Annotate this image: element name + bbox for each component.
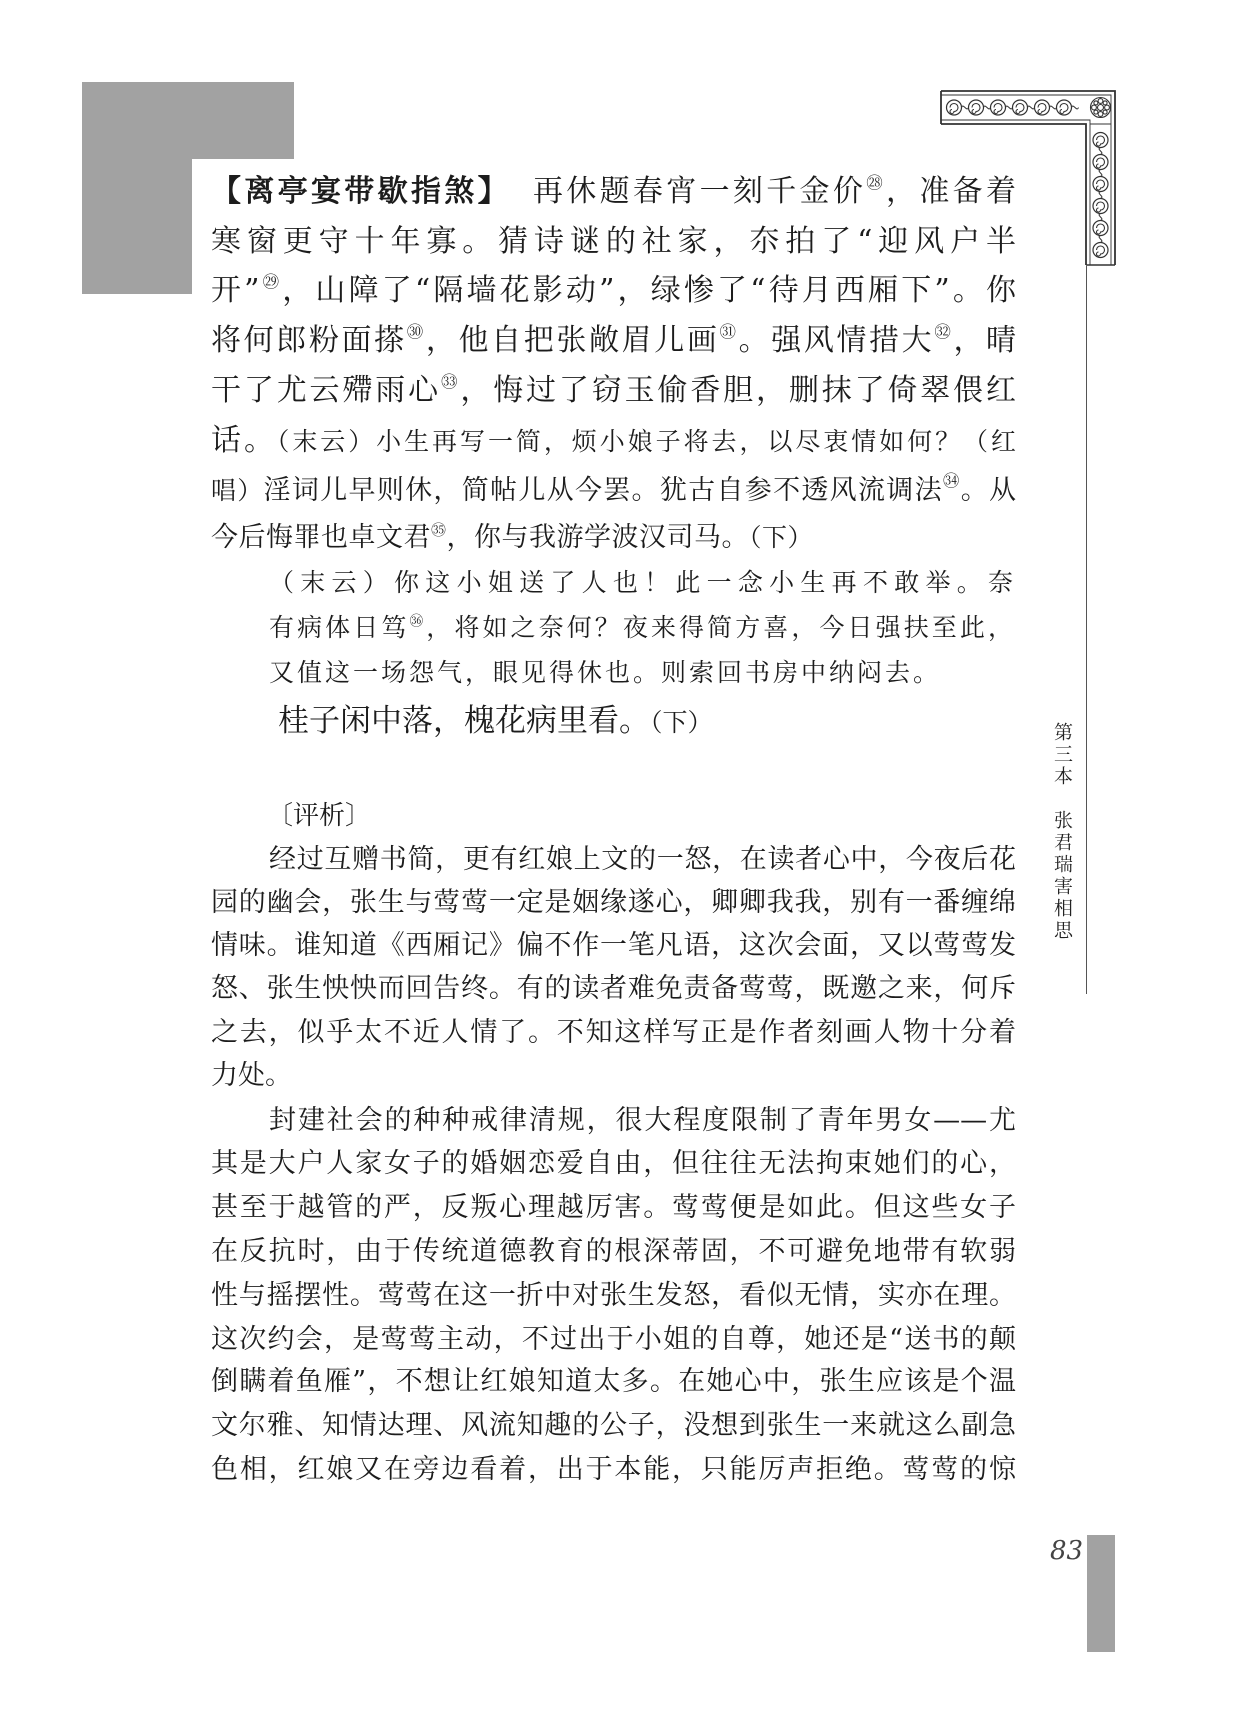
page-number: 83 <box>1050 1536 1084 1566</box>
lyric-text: 。从 <box>960 475 1016 506</box>
role-direction: 唱） <box>211 476 264 505</box>
exit-direction: （下） <box>749 523 814 552</box>
running-head-title: 张君瑞害相思 <box>1051 810 1073 942</box>
page-thumb-tab <box>1087 1535 1115 1652</box>
commentary-line: 情味。谁知道《西厢记》偏不作一笔凡语，这次会面，又以莺莺发 <box>211 930 1016 961</box>
lyric-text: 话。 <box>211 423 277 458</box>
closing-verse <box>278 699 1038 743</box>
tune-title: 【离亭宴带歇指煞】 <box>211 174 511 209</box>
margin-rule <box>1086 266 1087 994</box>
lyric-line <box>211 369 1016 413</box>
lyric-text: 开” <box>211 273 260 308</box>
lyric-text: 。强风情措大 <box>738 323 935 358</box>
lyric-line <box>211 515 1016 559</box>
note-marker: ㉚ <box>406 322 426 342</box>
note-marker: ㉟ <box>431 520 447 539</box>
stage-direction-text: ，将如之奈何？夜来得简方喜，今日强扶至此， <box>426 613 1016 642</box>
commentary-heading: 〔评析〕 <box>267 801 372 831</box>
stage-direction-text: 又值这一场怨气，眼见得休也。则索回书房中纳闷去。 <box>269 658 942 687</box>
stage-direction-text: 你这小姐送了人也！此一念小生再不敢举。奈 <box>394 568 1016 597</box>
lyric-line <box>211 419 1016 463</box>
commentary-line: 倒瞒着鱼雁”，不想让红娘知道太多。在她心中，张生应该是个温 <box>211 1366 1016 1397</box>
lyric-text: 干了尤云殢雨心 <box>211 373 441 408</box>
commentary-line: 甚至于越管的严，反叛心理越厉害。莺莺便是如此。但这些女子 <box>211 1192 1016 1223</box>
commentary-line: 经过互赠书简，更有红娘上文的一怒，在读者心中，今夜后花 <box>269 844 1016 875</box>
closing-verse-text: 桂子闲中落，槐花病里看。 <box>278 703 650 739</box>
stage-direction-line <box>269 651 1016 695</box>
note-marker: ㉘ <box>866 173 887 193</box>
lyric-line <box>211 269 1016 313</box>
lyric-text: 淫词儿早则休，简帖儿从今罢。犹古自参不透风流调法 <box>263 475 943 506</box>
note-marker: ㉜ <box>934 322 954 342</box>
lyric-text: ，晴 <box>953 323 1016 358</box>
lyric-line <box>211 170 1016 214</box>
lyric-text: ，悔过了窃玉偷香胆，删抹了倚翠偎红 <box>460 373 1016 408</box>
commentary-line: 性与摇摆性。莺莺在这一折中对张生发怒，看似无情，实亦在理。 <box>211 1280 1016 1311</box>
running-head-part: 第三本 <box>1051 722 1073 788</box>
commentary-line: 在反抗时，由于传统道德教育的根深蒂固，不可避免地带有软弱 <box>211 1236 1016 1267</box>
stage-direction-line <box>269 606 1016 650</box>
commentary-line: 怒、张生怏怏而回告终。有的读者难免责备莺莺，既邀之来，何斥 <box>211 973 1016 1004</box>
commentary-line: 这次约会，是莺莺主动，不过出于小姐的自尊，她还是“送书的颠 <box>211 1324 1016 1355</box>
running-head <box>1052 722 1071 942</box>
commentary-line: 封建社会的种种戒律清规，很大程度限制了青年男女——尤 <box>269 1105 1016 1136</box>
lyric-text: ，准备着 <box>886 174 1016 209</box>
lyric-text: 今后悔罪也卓文君 <box>211 522 431 553</box>
exit-direction: （下） <box>650 708 713 737</box>
lyric-line <box>211 220 1016 264</box>
note-marker: ㉝ <box>440 372 461 392</box>
corner-gray-block <box>82 159 192 294</box>
lyric-line <box>211 319 1016 363</box>
lyric-line <box>211 468 1016 512</box>
role-direction: （红 <box>963 427 1016 456</box>
dialogue-text: 小生再写一简，烦小娘子将去，以尽衷情如何？ <box>376 427 964 456</box>
lyric-text: 再休题春宵一刻千金价 <box>532 174 867 209</box>
commentary-line: 园的幽会，张生与莺莺一定是姻缘遂心，卿卿我我，别有一番缠绵 <box>211 887 1016 918</box>
note-marker: ㉞ <box>942 471 961 491</box>
note-marker: ㊱ <box>409 613 427 630</box>
lyric-text: 寒窗更守十年寡。猜诗谜的社家，夵拍了“迎风户半 <box>211 224 1016 259</box>
note-marker: ㉙ <box>259 272 283 292</box>
ornament-rosette <box>1091 98 1111 118</box>
lyric-text: ，你与我游学波汉司马。 <box>446 522 750 553</box>
commentary-line: 力处。 <box>211 1060 292 1091</box>
stage-direction-text: 有病体日笃 <box>269 613 410 642</box>
commentary-line: 之去，似乎太不近人情了。不知这样写正是作者刻画人物十分着 <box>211 1017 1016 1048</box>
commentary-line: 文尔雅、知情达理、风流知趣的公子，没想到张生一来就这么副急 <box>211 1410 1016 1441</box>
lyric-text: 将何郎粉面搽 <box>211 323 407 358</box>
lyric-text: ，他自把张敞眉儿画 <box>425 323 720 358</box>
commentary-line: 色相，红娘又在旁边看着，出于本能，只能厉声拒绝。莺莺的惊 <box>211 1454 1016 1485</box>
lyric-text: ，山障了“隔墙花影动”，绿惨了“待月西厢下”。你 <box>282 273 1016 308</box>
note-marker: ㉛ <box>719 322 739 342</box>
stage-direction-line <box>269 561 1016 605</box>
role-direction: （末云） <box>269 568 395 597</box>
corner-gray-block <box>82 82 294 159</box>
role-direction: （末云） <box>276 427 377 456</box>
commentary-line: 其是大户人家女子的婚姻恋爱自由，但往往无法拘束她们的心， <box>211 1148 1016 1179</box>
